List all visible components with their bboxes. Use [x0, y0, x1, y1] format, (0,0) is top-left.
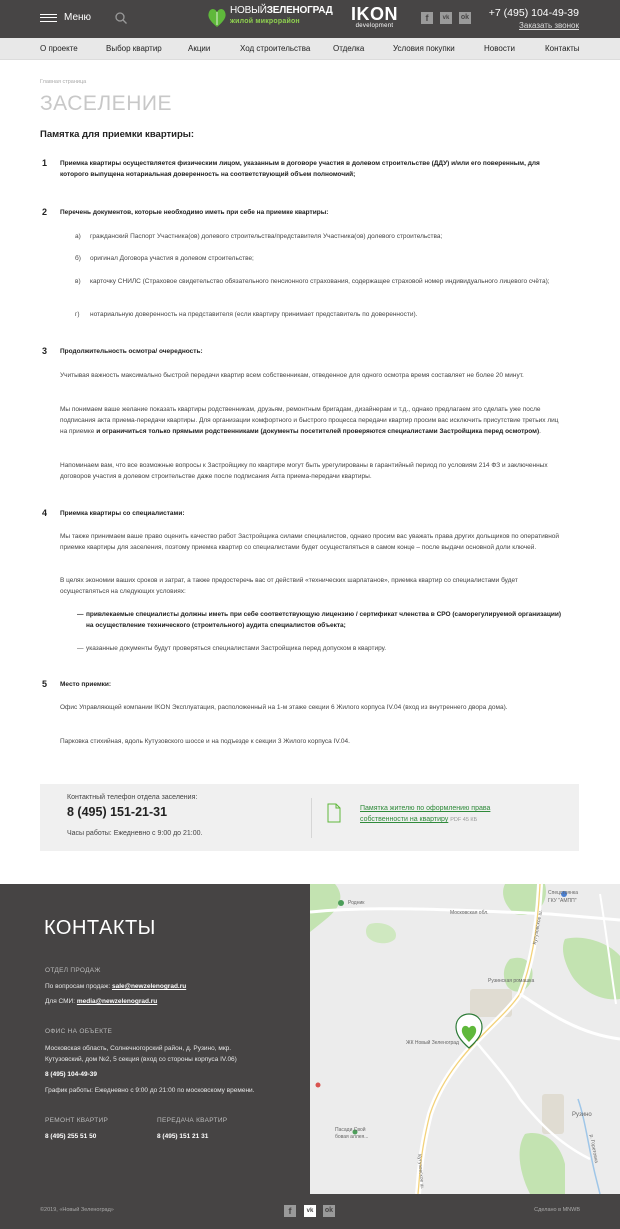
office-schedule: График работы: Ежедневно с 9:00 до 21:00 по московскому времени. — [45, 1087, 255, 1094]
contacts-heading: КОНТАКТЫ — [44, 917, 156, 939]
divider — [311, 798, 312, 838]
nav-item-news[interactable]: Новости — [484, 44, 515, 53]
section-number-4: 4 — [42, 508, 48, 518]
copyright: ©2019, «Новый Зеленоград» — [40, 1207, 114, 1213]
settlement-hours: Часы работы: Ежедневно с 9:00 до 21:00. — [67, 830, 203, 837]
list-item — [75, 309, 565, 320]
nav-item-finishing[interactable]: Отделка — [333, 44, 365, 53]
nav-item-about[interactable]: О проекте — [40, 44, 78, 53]
list-item-text: привлекаемые специалисты должны иметь при себе соответствующую лицензию / сертификат членства в СРО (саморегулируемой организации) на осуществление технического (строительного) аудита специалистов объекта; — [86, 611, 562, 630]
location-map[interactable] — [310, 884, 620, 1194]
ikon-logo[interactable] — [351, 5, 398, 29]
list-item — [77, 609, 567, 631]
section-4-title: Приемка квартиры со специалистами: — [60, 510, 185, 517]
ikon-logo-subtext: development — [355, 23, 394, 29]
map-label: Пасади Свой — [335, 1127, 366, 1133]
list-item-marker: г) — [75, 311, 80, 318]
section-3-p2-text: Мы понимаем ваше желание показать квартиры родственникам, друзьям, ремонтным бригадам, дизайнерам и т.д., однако предлагаем это сделать уже после подписания акта приема-передачи квартиры. Для организации комфортного и быстрого процесса передачи квартир просим вас исключить присутствие третьих лиц на приемке — [60, 406, 559, 436]
media-email-link[interactable]: media@newzelenograd.ru — [76, 998, 158, 1005]
section-4-paragraph-2: В целях экономии ваших сроков и затрат, а также предостеречь вас от действий «технических шарлатанов», приемка квартир со специалистами будет осуществляться на следующих условиях: — [60, 577, 518, 596]
settlement-phone[interactable]: 8 (495) 151-21-31 — [67, 805, 168, 819]
novyy-zelenograd-logo[interactable] — [207, 6, 333, 28]
list-item-text: указанные документы будут проверяться специалистами Застройщика перед допуском в квартиру. — [86, 645, 387, 652]
nav-item-construction[interactable]: Ход строительства — [240, 44, 311, 53]
office-heading: ОФИС НА ОБЪЕКТЕ — [45, 1028, 113, 1035]
list-item-text: оригинал Договора участия в долевом строительстве; — [90, 255, 254, 262]
section-5-paragraph-2: Парковка стихийная, вдоль Кутузовского шоссе и на подъезде к секции 3 Жилого корпуса IV.04. — [60, 738, 350, 745]
menu-button[interactable] — [40, 12, 91, 23]
search-icon[interactable] — [114, 11, 128, 25]
facebook-icon[interactable]: f — [284, 1205, 296, 1217]
section-3-paragraph-1: Учитывая важность максимально быстрой передачи квартир всем собственникам, отведенное для одного осмотра время составляет не более 20 минут. — [60, 372, 524, 379]
map-label: Рузинская ромашка — [488, 978, 535, 984]
list-item-text: нотариальную доверенность на представителя (если квартиру принимает представитель по доверенности). — [90, 311, 418, 318]
nav-item-contacts[interactable]: Контакты — [545, 44, 580, 53]
section-2-title: Перечень документов, которые необходимо иметь при себе на приемке квартиры: — [60, 209, 329, 216]
repair-phone[interactable]: 8 (495) 255 51 50 — [45, 1133, 97, 1140]
page-title: ЗАСЕЛЕНИЕ — [40, 92, 172, 115]
section-number-3: 3 — [42, 346, 48, 356]
office-address-1: Московская область, Солнечногорский район, д. Рузино, мкр. — [45, 1045, 232, 1052]
section-3-paragraph-3: Напоминаем вам, что все возможные вопросы к Застройщику по квартире могут быть урегулированы в гарантийный период по условиям 214 ФЗ и заключенных договоров участия в долевом строительстве даже после подписания Акта приема-передачи квартиры. — [60, 462, 548, 481]
map-label: Родник — [348, 900, 365, 906]
vk-icon[interactable]: vk — [440, 12, 452, 24]
repair-heading: РЕМОНТ КВАРТИР — [45, 1117, 109, 1124]
nav-item-purchase-terms[interactable]: Условия покупки — [393, 44, 455, 53]
office-phone[interactable]: 8 (495) 104-49-39 — [45, 1071, 98, 1078]
section-4-paragraph-1: Мы также принимаем ваше право оценить качество работ Застройщика силами специалистов, однако просим вас уважать права других дольщиков по оперативной приемке квартиры для заселения, поэтому приемка квартир со специалистами будет осуществляться в самом конце – после выдачи основной доли ключей. — [60, 533, 560, 552]
nav-item-apartments[interactable]: Выбор квартир — [106, 44, 162, 53]
section-3-paragraph-2 — [60, 404, 560, 438]
section-3-title: Продолжительность осмотра/ очередность: — [60, 348, 203, 355]
dash-marker: — — [77, 645, 84, 652]
sales-email-link[interactable]: sale@newzelenograd.ru — [111, 983, 187, 990]
made-by[interactable]: Сделано в MNWB — [534, 1207, 580, 1213]
map-label: ЖК Новый Зеленоград — [406, 1040, 459, 1046]
section-5-title: Место приемки: — [60, 681, 112, 688]
page-subtitle: Памятка для приемки квартиры: — [40, 129, 195, 140]
header-phone[interactable]: +7 (495) 104-49-39 — [488, 7, 579, 19]
media-line — [45, 996, 157, 1007]
document-icon — [327, 803, 341, 823]
callback-link[interactable]: Заказать звонок — [519, 21, 579, 30]
section-number-1: 1 — [42, 158, 48, 168]
breadcrumb[interactable]: Главная страница — [40, 79, 87, 85]
section-number-2: 2 — [42, 207, 48, 217]
ikon-logo-text: IKON — [351, 4, 398, 24]
hamburger-icon — [40, 14, 57, 22]
section-3-p2-end: . — [539, 428, 541, 436]
logo-subtext: жилой микрорайон — [230, 18, 300, 25]
list-item-marker: а) — [75, 233, 81, 240]
settlement-phone-label: Контактный телефон отдела заселения: — [67, 794, 198, 801]
logo-text-bold: ЗЕЛЕНОГРАД — [266, 5, 333, 16]
map-label: Кутузовское ш. — [416, 1154, 426, 1190]
settlement-contact-box — [40, 784, 579, 851]
map-label: Спецстоянка — [548, 890, 578, 896]
map-label: р. Горетовка — [588, 1134, 600, 1164]
heart-leaf-icon — [207, 6, 227, 28]
sales-heading: ОТДЕЛ ПРОДАЖ — [45, 967, 101, 974]
sales-label: По вопросам продаж: — [45, 983, 111, 990]
facebook-icon[interactable]: f — [421, 12, 433, 24]
media-label: Для СМИ: — [45, 998, 76, 1005]
map-label: Кутузовское ш. — [532, 909, 544, 946]
dash-marker: — — [77, 611, 84, 618]
odnoklassniki-icon[interactable]: ok — [323, 1205, 335, 1217]
list-item — [77, 643, 567, 654]
list-item-marker: в) — [75, 278, 81, 285]
map-label: бовая аллея... — [335, 1134, 369, 1140]
map-label: Московская обл. — [450, 910, 489, 916]
file-size: PDF 45 КБ — [450, 817, 478, 823]
section-5-paragraph-1: Офис Управляющей компании IKON Эксплуатация, расположенный на 1-м этаже секции 6 Жилого корпуса IV.04 (вход из внутреннего двора дома). — [60, 704, 508, 711]
ownership-memo-link[interactable] — [360, 803, 520, 826]
office-address-2: Кутузовский, дом №2, 5 секция (вход со стороны корпуса IV.06) — [45, 1056, 237, 1063]
list-item — [75, 253, 565, 264]
list-item — [75, 231, 565, 242]
logo-text-light: НОВЫЙ — [230, 5, 267, 16]
list-item-marker: б) — [75, 255, 81, 262]
section-1-text: Приемка квартиры осуществляется физическим лицом, указанным в договоре участия в долевом строительстве (ДДУ) и/или его поверенным, для которого выпущена нотариальная доверенность на соответствующий объем полномочий; — [60, 160, 540, 179]
map-label: ГКУ "АМПП" — [548, 898, 577, 904]
map-label: Рузино — [572, 1112, 592, 1118]
list-item-text: карточку СНИЛС (Страховое свидетельство обязательного пенсионного страхования, содержащее страховой номер индивидуального лицевого счёта); — [90, 278, 550, 285]
list-item — [75, 276, 565, 287]
list-item-text: гражданский Паспорт Участника(ов) долевого строительства/представителя Участника(ов) долевого строительства; — [90, 233, 443, 240]
footer-contacts — [0, 884, 310, 1194]
section-number-5: 5 — [42, 679, 48, 689]
transfer-phone[interactable]: 8 (495) 151 21 31 — [157, 1133, 209, 1140]
vk-icon[interactable]: vk — [304, 1205, 316, 1217]
odnoklassniki-icon[interactable]: ok — [459, 12, 471, 24]
top-header — [0, 0, 620, 38]
nav-item-promo[interactable]: Акции — [188, 44, 211, 53]
sales-line — [45, 981, 186, 992]
main-nav — [0, 38, 620, 60]
menu-label: Меню — [64, 12, 92, 23]
map-canvas — [310, 884, 620, 1194]
ownership-memo-link-text[interactable]: Памятка жителю по оформлению права собственности на квартиру — [360, 805, 491, 823]
section-3-p2-bold: и ограничиться только прямыми родственниками (документы посетителей проверяются специалистами Застройщика перед осмотром) — [96, 428, 540, 436]
bottom-bar — [0, 1194, 620, 1229]
transfer-heading: ПЕРЕДАЧА КВАРТИР — [157, 1117, 228, 1124]
